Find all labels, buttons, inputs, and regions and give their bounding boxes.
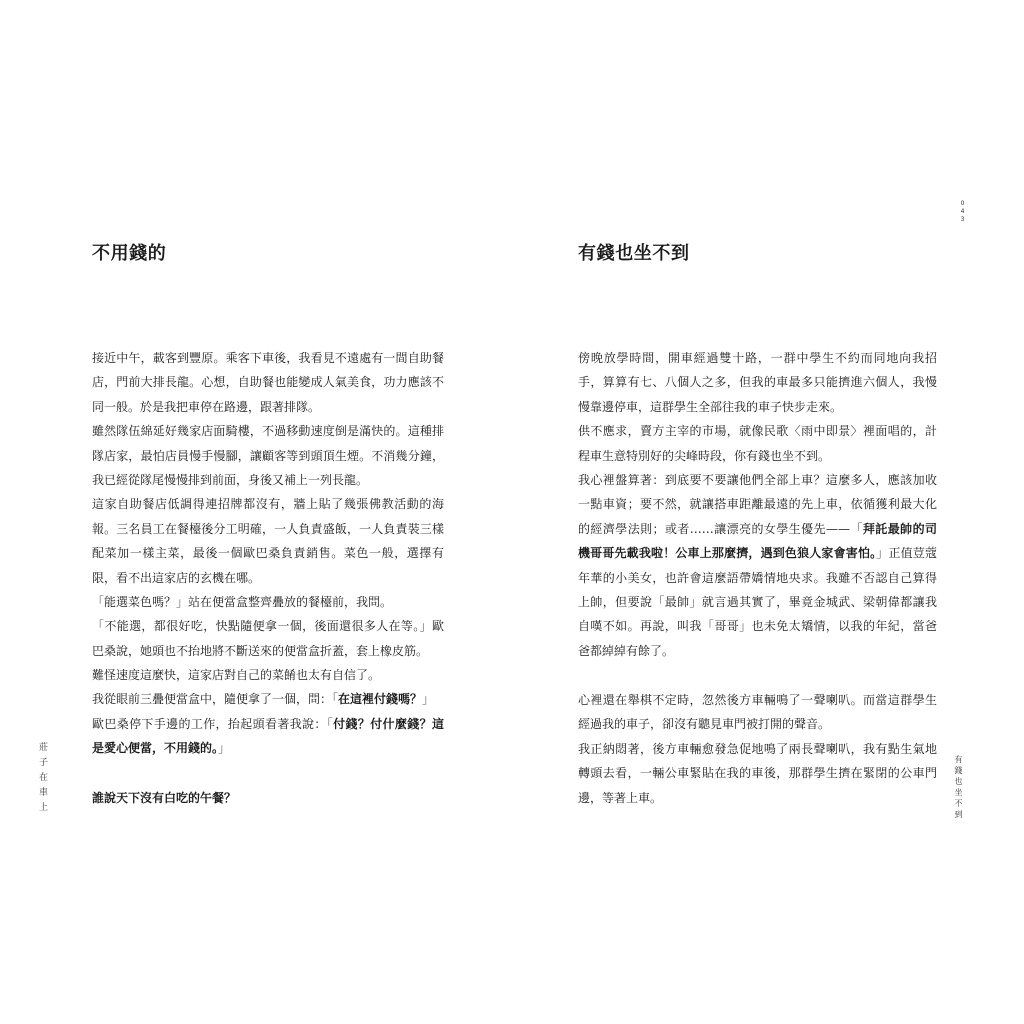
text-line [578,590,937,614]
text-line [578,517,937,541]
paragraph [92,786,444,810]
body-text: 的經濟學法則；或者……讓漂亮的女學生優先——「 [578,521,863,536]
text-line [92,786,444,810]
body-text: 一點車資；要不然，就讓搭車距離最遠的先上車，依循獲利最大化 [578,497,937,512]
text-line [92,663,444,687]
text-line [578,639,937,663]
paragraph [578,737,937,810]
body-text: 難怪速度這麼快，這家店對自己的菜餚也太有自信了。 [92,668,381,683]
body-text: 轉頭去看，一輛公車緊貼在我的車後，那群學生擠在緊閉的公車門 [578,766,937,781]
text-line [578,712,937,736]
text-line [578,492,937,516]
right-page-title: 有錢也坐不到 [578,243,690,265]
text-line [92,370,444,394]
paragraph [92,492,444,590]
body-text: 我已經從隊尾慢慢排到前面，身後又補上一列長龍。 [92,472,369,487]
paragraph [578,346,937,419]
emphasized-text: 在這裡付錢嗎？ [338,692,423,707]
page-number: 043 [959,200,966,224]
text-line [578,444,937,468]
text-line [92,517,444,541]
text-line [578,566,937,590]
body-text: 隊店家，最怕店員慢手慢腳，讓顧客等到頭頂生煙。不消幾分鐘， [92,448,444,463]
text-line [578,737,937,761]
text-line [92,444,444,468]
body-text: 供不應求，賣方主宰的市場，就像民歌〈雨中即景〉裡面唱的，計 [578,424,937,439]
body-text: 自嘆不如。再說，叫我「哥哥」也未免太矯情，以我的年紀，當爸 [578,619,937,634]
book-title-footer: 莊子在車上 [37,742,47,817]
text-line [578,370,937,394]
body-text: 心裡還在舉棋不定時，忽然後方車輛鳴了一聲喇叭。而當這群學生 [578,693,937,708]
text-line [92,736,444,760]
body-text: 」 [218,741,231,756]
body-text: 上帥，但要說「最帥」就言過其實了，畢竟金城武、梁朝偉都讓我 [578,594,937,609]
body-text: 巴桑說，她頭也不抬地將不斷送來的便當盒折蓋，套上橡皮筋。 [92,643,429,658]
paragraph [578,419,937,468]
body-text: 報。三名員工在餐檯後分工明確，一人負責盛飯，一人負責裝三樣 [92,521,444,536]
body-text: 年華的小美女，也許會這麼語帶嬌情地央求。我雖不否認自己算得 [578,570,937,585]
text-line [92,614,444,638]
left-page-title: 不用錢的 [92,243,167,265]
left-page-body [92,346,444,810]
paragraph [92,590,444,614]
text-line [92,541,444,565]
body-text: 慢靠邊停車，這群學生全部往我的車子快步走來。 [578,399,843,414]
text-line [92,590,444,614]
emphasized-text: 是愛心便當，不用錢的。 [92,741,219,756]
emphasized-text: 機哥哥先載我啦！公車上那麼擠，遇到色狼人家會害怕。 [578,546,877,561]
text-line [578,419,937,443]
paragraph [92,346,444,419]
text-line [578,346,937,370]
text-line [92,639,444,663]
text-line [92,419,444,443]
body-text: 手，算算有七、八個人之多，但我的車最多只能擠進六個人，我慢 [578,375,937,390]
paragraph [92,712,444,761]
text-line [578,688,937,712]
body-text: 店，門前大排長龍。心想，自助餐也能變成人氣美食，功力應該不 [92,375,444,390]
body-text: 「不能選，都很好吃，快點隨便拿一個，後面還很多人在等。」歐 [92,619,444,634]
text-line [578,786,937,810]
body-text: 爸都綽綽有餘了。 [578,643,675,658]
body-text: 我心裡盤算著：到底要不要讓他們全部上車？這麼多人，應該加收 [578,472,937,487]
body-text: 邊，等著上車。 [578,790,663,805]
body-text: 同一般。於是我把車停在路邊，跟著排隊。 [92,399,321,414]
running-head: 有錢也坐不到 [954,755,963,821]
text-line [578,761,937,785]
body-text: 」正值荳蔻 [876,546,937,561]
paragraph [92,419,444,492]
body-text: 我從眼前三疊便當盒中，隨便拿了一個，問：「 [92,692,339,707]
body-text: 傍晚放學時間，開車經過雙十路，一群中學生不約而同地向我招 [578,351,937,365]
text-line [92,712,444,736]
text-line [578,395,937,419]
emphasized-text: 付錢？付什麼錢？這 [333,716,444,731]
body-text: 限，看不出這家店的玄機在哪。 [92,570,261,585]
text-line [92,566,444,590]
paragraph [578,688,937,737]
body-text: 歐巴桑停下手邊的工作，抬起頭看著我說：「 [92,716,334,731]
body-text: 「能選菜色嗎？」站在便當盒整齊疊放的餐檯前，我問。 [92,594,393,609]
body-text: 經過我的車子，卻沒有聽見車門被打開的聲音。 [578,717,831,732]
text-section [92,786,444,810]
body-text: 配菜加一樣主菜，最後一個歐巴桑負責銷售。菜色一般，選擇有 [92,546,444,561]
body-text: 」 [422,692,435,707]
text-section [578,346,937,663]
text-line [578,541,937,565]
text-line [92,395,444,419]
paragraph [578,468,937,663]
text-line [92,492,444,516]
text-line [92,468,444,492]
right-page-body [578,346,937,810]
body-text: 雖然隊伍綿延好幾家店面騎樓，不過移動速度倒是滿快的。這種排 [92,424,444,439]
paragraph [92,687,444,711]
emphasized-text: 誰說天下沒有白吃的午餐？ [92,790,237,805]
text-line [92,687,444,711]
paragraph [92,663,444,687]
text-section [92,346,444,761]
body-text: 我正納悶著，後方車輛愈發急促地鳴了兩長聲喇叭，我有點生氣地 [578,741,937,756]
emphasized-text: 拜託最帥的司 [862,521,937,536]
text-line [578,614,937,638]
text-section [578,688,937,810]
body-text: 這家自助餐店低調得連招牌都沒有，牆上貼了幾張佛教活動的海 [92,497,444,512]
text-line [578,468,937,492]
body-text: 接近中午，載客到豐原。乘客下車後，我看見不遠處有一間自助餐 [92,351,444,365]
text-line [92,346,444,370]
paragraph [92,614,444,663]
body-text: 程車生意特別好的尖峰時段，你有錢也坐不到。 [578,448,831,463]
